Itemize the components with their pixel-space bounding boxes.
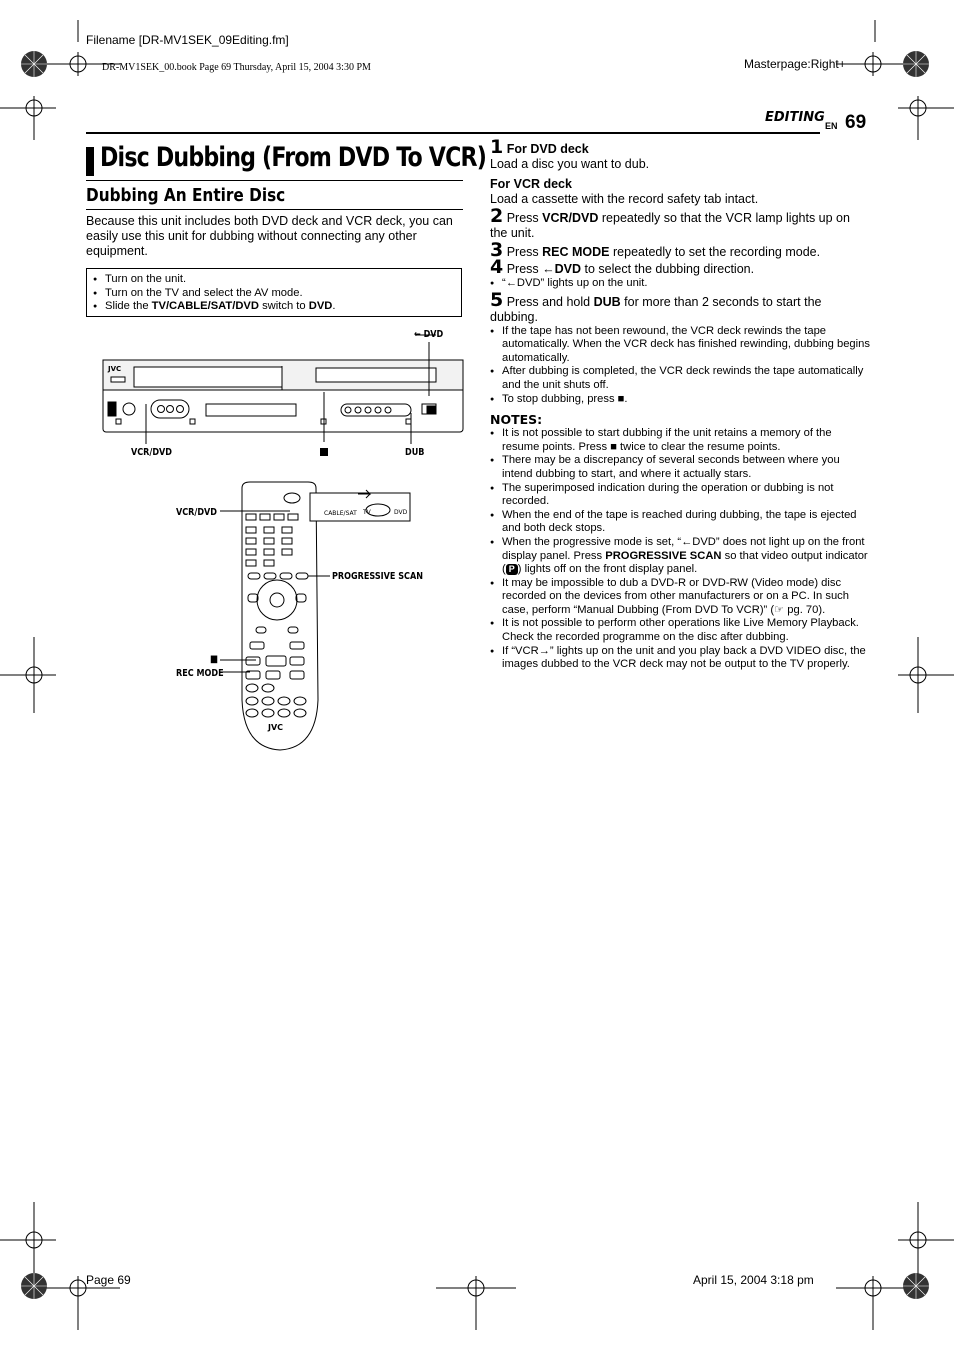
label-remote-stop: ■ [210, 654, 219, 665]
notes-heading: NOTES: [490, 412, 543, 428]
note-item: ● When the progressive mode is set, “←DVD” does not light up on the front display panel. Press PROGRESSIVE SCAN so that video output indicator ( P ) lights off on the front display panel. [490, 536, 870, 577]
label-rec-mode: REC MODE [176, 668, 224, 679]
label-dvd-direction: ← DVD [414, 329, 444, 340]
step-5: 5 Press and hold DUB for more than 2 seconds to start the dubbing. [490, 288, 822, 324]
note-item: ● If “VCR→” lights up on the unit and you play back a DVD VIDEO disc, the images dubbed to the VCR deck may not be output to the TV properly. [490, 645, 870, 672]
step-5-bullets [490, 325, 870, 407]
note-item: ● The superimposed indication during the operation or dubbing is not recorded. [490, 482, 870, 509]
page-title: Disc Dubbing (From DVD To VCR) [100, 142, 487, 173]
label-progressive-scan: PROGRESSIVE SCAN [332, 571, 423, 582]
note-item: ● There may be a discrepancy of several seconds between where you intend dubbing to start, and where it actually stars. [490, 454, 870, 481]
step-bullet: ● After dubbing is completed, the VCR deck rewinds the tape automatically and the unit shuts off. [490, 365, 870, 392]
switch-dvd-label: DVD [394, 509, 408, 516]
note-item: ● It is not possible to perform other operations like Live Memory Playback. Check the recorded programme on the disc after dubbing. [490, 617, 870, 644]
step-bullet: ● If the tape has not been rewound, the VCR deck rewinds the tape automatically. When the VCR deck has finished rewinding, dubbing begins automatically. [490, 325, 870, 366]
step-4: 4 Press ←DVD to select the dubbing direction. [490, 256, 755, 278]
step-1-text: Load a disc you want to dub. [490, 157, 650, 171]
label-unit-vcr-dvd: VCR/DVD [131, 447, 172, 458]
notes-list [490, 427, 870, 672]
switch-tv-label: TV [363, 509, 371, 516]
running-head-lang: EN [825, 121, 838, 131]
switch-cable-sat-label: CABLE/SAT [324, 510, 357, 517]
remote-brand-logo: JVC [268, 723, 284, 732]
page-reference-icon: ☞ [774, 603, 785, 616]
step-1: 1 For DVD deck [490, 136, 589, 158]
step-2: 2 Press VCR/DVD repeatedly so that the VCR lamp lights up on the unit. [490, 205, 850, 240]
steps-column [490, 136, 870, 672]
running-head-section: EDITING [765, 110, 825, 125]
label-remote-vcr-dvd: VCR/DVD [176, 507, 217, 518]
step-3: 3 Press REC MODE repeatedly to set the recording mode. [490, 239, 821, 261]
remote-control-illustration [220, 480, 470, 755]
step-bullet: ● To stop dubbing, press ■. [490, 393, 870, 407]
section-subtitle: Dubbing An Entire Disc [86, 185, 286, 206]
progressive-indicator-icon: P [506, 564, 518, 575]
prep-item: ● Turn on the unit. [93, 273, 455, 287]
step-1b-head: For VCR deck [490, 177, 572, 191]
header-rule [86, 132, 820, 134]
prep-item: ● Slide the TV/CABLE/SAT/DVD switch to DVD. [93, 300, 455, 314]
unit-brand-logo: JVC [108, 365, 122, 373]
prep-item: ● Turn on the TV and select the AV mode. [93, 287, 455, 301]
intro-text: Because this unit includes both DVD deck and VCR deck, you can easily use this unit for dubbing without connecting any other equipment. [86, 214, 453, 258]
page-number: 69 [845, 112, 867, 133]
preparation-box [86, 268, 462, 317]
print-masterpage: Masterpage:Right+ [744, 57, 846, 71]
subtitle-rule [86, 209, 463, 210]
title-bar-decoration [86, 147, 94, 176]
note-item: ● It is not possible to start dubbing if the unit retains a memory of the resume points. Press ■ twice to clear the resume points. [490, 427, 870, 454]
dvd-vcr-unit-illustration [86, 320, 466, 460]
note-item: ● It may be impossible to dub a DVD-R or DVD-RW (Video mode) disc recorded on the devices from other manufacturers or on a PC. In such case, perform “Manual Dubbing (From DVD To VCR)” (☞ pg. 70). [490, 577, 870, 618]
footer-page: Page 69 [86, 1273, 131, 1287]
step-4-bullets [490, 277, 870, 291]
title-rule [86, 180, 463, 181]
label-dub: DUB [405, 447, 425, 458]
footer-date: April 15, 2004 3:18 pm [693, 1273, 814, 1287]
step-bullet: ● “←DVD” lights up on the unit. [490, 277, 870, 291]
note-item: ● When the end of the tape is reached during dubbing, the tape is ejected and both deck stops. [490, 509, 870, 536]
print-filename: Filename [DR-MV1SEK_09Editing.fm] [86, 33, 289, 47]
step-1b-text: Load a cassette with the record safety tab intact. [490, 192, 759, 206]
print-book-line: DR-MV1SEK_00.book Page 69 Thursday, April 15, 2004 3:30 PM [102, 62, 371, 73]
